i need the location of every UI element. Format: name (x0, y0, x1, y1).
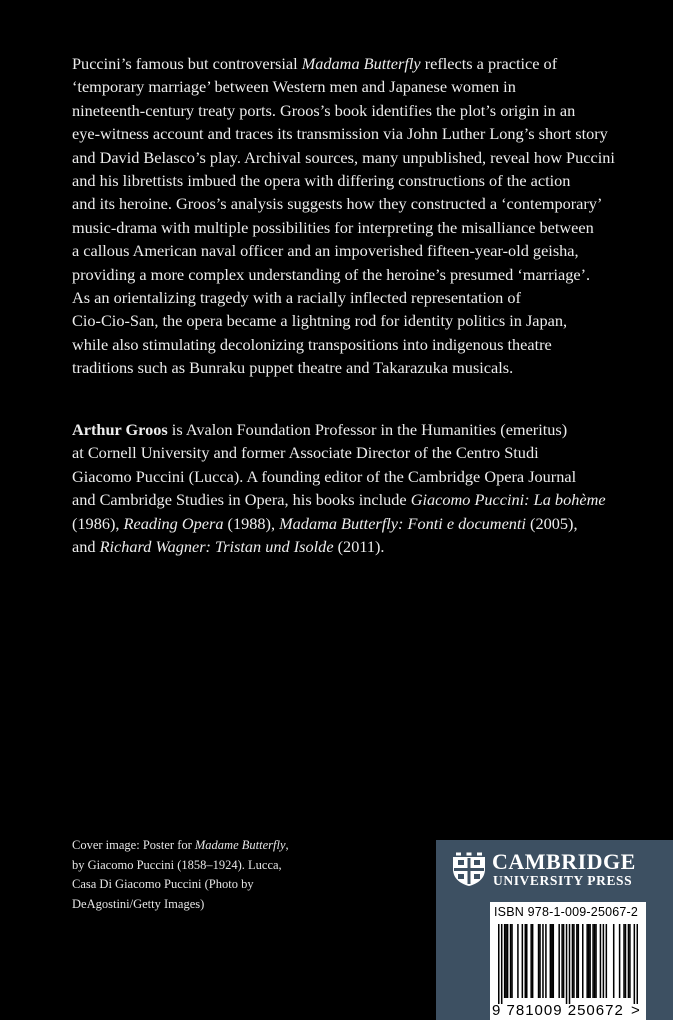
text-line (72, 535, 602, 558)
text-line (72, 441, 602, 464)
barcode-bar (592, 924, 594, 998)
text-run: providing a more complex understanding of the heroine’s presumed ‘marriage’. (72, 264, 591, 284)
barcode-bar (561, 924, 563, 998)
text-run: Casa Di Giacomo Puccini (Photo by (72, 877, 254, 891)
barcode-bar (603, 924, 605, 998)
barcode-bar (501, 924, 503, 1004)
text-line (72, 146, 615, 169)
barcode-bar (589, 924, 591, 998)
isbn-label: ISBN 978-1-009-25067-2 (494, 905, 639, 919)
barcode-bar (637, 924, 638, 1004)
text-line (72, 286, 602, 309)
text-run: Cio-Cio-San, the opera became a lightning rod for identity politics in Japan, (72, 311, 568, 331)
barcode-bar (532, 924, 534, 998)
barcode-bar (517, 924, 519, 998)
text-line (72, 192, 602, 215)
barcode-bar (498, 924, 500, 1004)
text-run: traditions such as Bunraku puppet theatre and Takarazuka musicals. (72, 358, 514, 378)
cover-image-credit (72, 836, 289, 914)
text-run: (1988), (223, 513, 280, 533)
italic-title: Richard Wagner: Tristan und Isolde (99, 537, 334, 557)
barcode-bar (586, 924, 588, 998)
barcode-bar (505, 924, 507, 998)
barcode-bar (623, 924, 625, 998)
text-line (72, 216, 602, 239)
text-line (72, 333, 602, 356)
text-run: Cover image: Poster for (72, 838, 195, 852)
barcode-bar (563, 924, 565, 998)
cambridge-shield-icon (451, 849, 487, 887)
barcode-bar (569, 924, 571, 1004)
barcode-bar (594, 924, 596, 998)
barcode-bar (510, 924, 512, 998)
text-run: DeAgostini/Getty Images) (72, 896, 205, 911)
text-run: nineteenth-century treaty ports. Groos’s book identifies the plot’s origin in an (72, 100, 576, 120)
text-line (72, 169, 602, 192)
text-line (72, 309, 602, 332)
barcode-bar (542, 924, 544, 998)
italic-title: Madama Butterfly (301, 54, 421, 73)
barcode-bar (551, 924, 553, 998)
barcode-bar (613, 924, 615, 998)
publisher-panel (436, 840, 673, 1020)
barcode-bar (539, 924, 541, 998)
italic-title: Madame Butterfly (194, 838, 286, 852)
barcode-bar (595, 924, 597, 998)
italic-title: Giacomo Puccini: La bohème (410, 490, 606, 510)
text-line (72, 875, 289, 895)
barcode-bar (625, 924, 627, 998)
barcode-digits: 9 781009 250672 (492, 1002, 624, 1019)
barcode-bar (578, 924, 580, 998)
text-run: and his librettists imbued the opera with differing constructions of the action (72, 171, 571, 191)
text-run: and its heroine. Groos’s analysis suggests how they constructed a ‘contemporary’ (72, 194, 603, 214)
publisher-subname: UNIVERSITY PRESS (493, 873, 633, 888)
barcode-bar (606, 924, 608, 998)
barcode-bar (526, 924, 528, 998)
barcode-bar (634, 924, 636, 1004)
text-line (72, 512, 602, 535)
text-line (72, 356, 602, 379)
text-run: ‘temporary marriage’ between Western men and Japanese women in (72, 77, 516, 97)
barcode-bar (628, 924, 630, 998)
barcode-arrow: > (631, 1002, 640, 1019)
barcode-bar (553, 924, 555, 998)
barcode-bar (572, 924, 574, 998)
barcode-bar (504, 924, 506, 998)
text-line (72, 836, 289, 856)
text-line (72, 856, 289, 876)
barcode-bar (576, 924, 578, 998)
text-line (72, 75, 602, 98)
barcode-bar (573, 924, 575, 998)
barcode-bar (507, 924, 509, 998)
text-line (72, 122, 608, 145)
italic-title: Reading Opera (123, 513, 224, 533)
barcode-bar (511, 924, 513, 998)
text-line (72, 99, 602, 122)
text-run: music-drama with multiple possibilities for interpreting the misalliance between (72, 217, 594, 237)
text-line (72, 488, 606, 511)
italic-title: Madama Butterfly: Fonti e documenti (279, 513, 526, 533)
text-run: eye-witness account and traces its transmission via John Luther Long’s short story (72, 124, 608, 144)
barcode-bar (530, 924, 532, 998)
isbn-barcode (490, 902, 646, 1020)
text-run: and Cambridge Studies in Opera, his books include (72, 490, 411, 510)
publisher-name: CAMBRIDGE (492, 849, 636, 874)
barcode-bar (522, 924, 524, 998)
text-run: at Cornell University and former Associate Director of the Centro Studi (72, 443, 539, 463)
barcode-bars (498, 924, 638, 1004)
text-run: (2011). (333, 537, 385, 557)
text-run: As an orientalizing tragedy with a racially inflected representation of (72, 288, 521, 308)
barcode-bar (538, 924, 540, 998)
text-run: reflects a practice of (420, 54, 558, 73)
barcode-bar (582, 924, 584, 998)
text-run: while also stimulating decolonizing transpositions into indigenous theatre (72, 334, 552, 354)
text-line (72, 895, 289, 915)
barcode-bar (588, 924, 590, 998)
barcode-bar (619, 924, 621, 998)
text-line (72, 52, 602, 75)
text-line (72, 465, 602, 488)
text-run: and (72, 537, 100, 557)
text-run: by Giacomo Puccini (1858–1924). Lucca, (72, 857, 282, 872)
barcode-bar (629, 924, 631, 998)
author-name: Arthur Groos (72, 420, 168, 439)
text-run: a callous American naval officer and an impoverished fifteen-year-old geisha, (72, 241, 579, 261)
barcode-bar (545, 924, 547, 998)
text-line (72, 263, 602, 286)
barcode-bar (550, 924, 552, 998)
text-run: (2005), (525, 513, 578, 533)
barcode-bar (566, 924, 568, 1004)
text-run: and David Belasco’s play. Archival sources, many unpublished, reveal how Puccini (72, 147, 615, 167)
barcode-bar (600, 924, 602, 998)
text-run: (1986), (72, 513, 124, 533)
text-run: Puccini’s famous but controversial (72, 54, 302, 73)
text-run: Giacomo Puccini (Lucca). A founding editor of the Cambridge Opera Journal (72, 466, 577, 486)
book-description (72, 52, 615, 380)
author-biography (72, 418, 606, 558)
text-line (72, 239, 602, 262)
barcode-bar (525, 924, 527, 998)
text-run: , (285, 838, 289, 852)
barcode-bar (558, 924, 560, 998)
text-line (72, 418, 602, 441)
text-run: is Avalon Foundation Professor in the Humanities (emeritus) (167, 420, 568, 439)
